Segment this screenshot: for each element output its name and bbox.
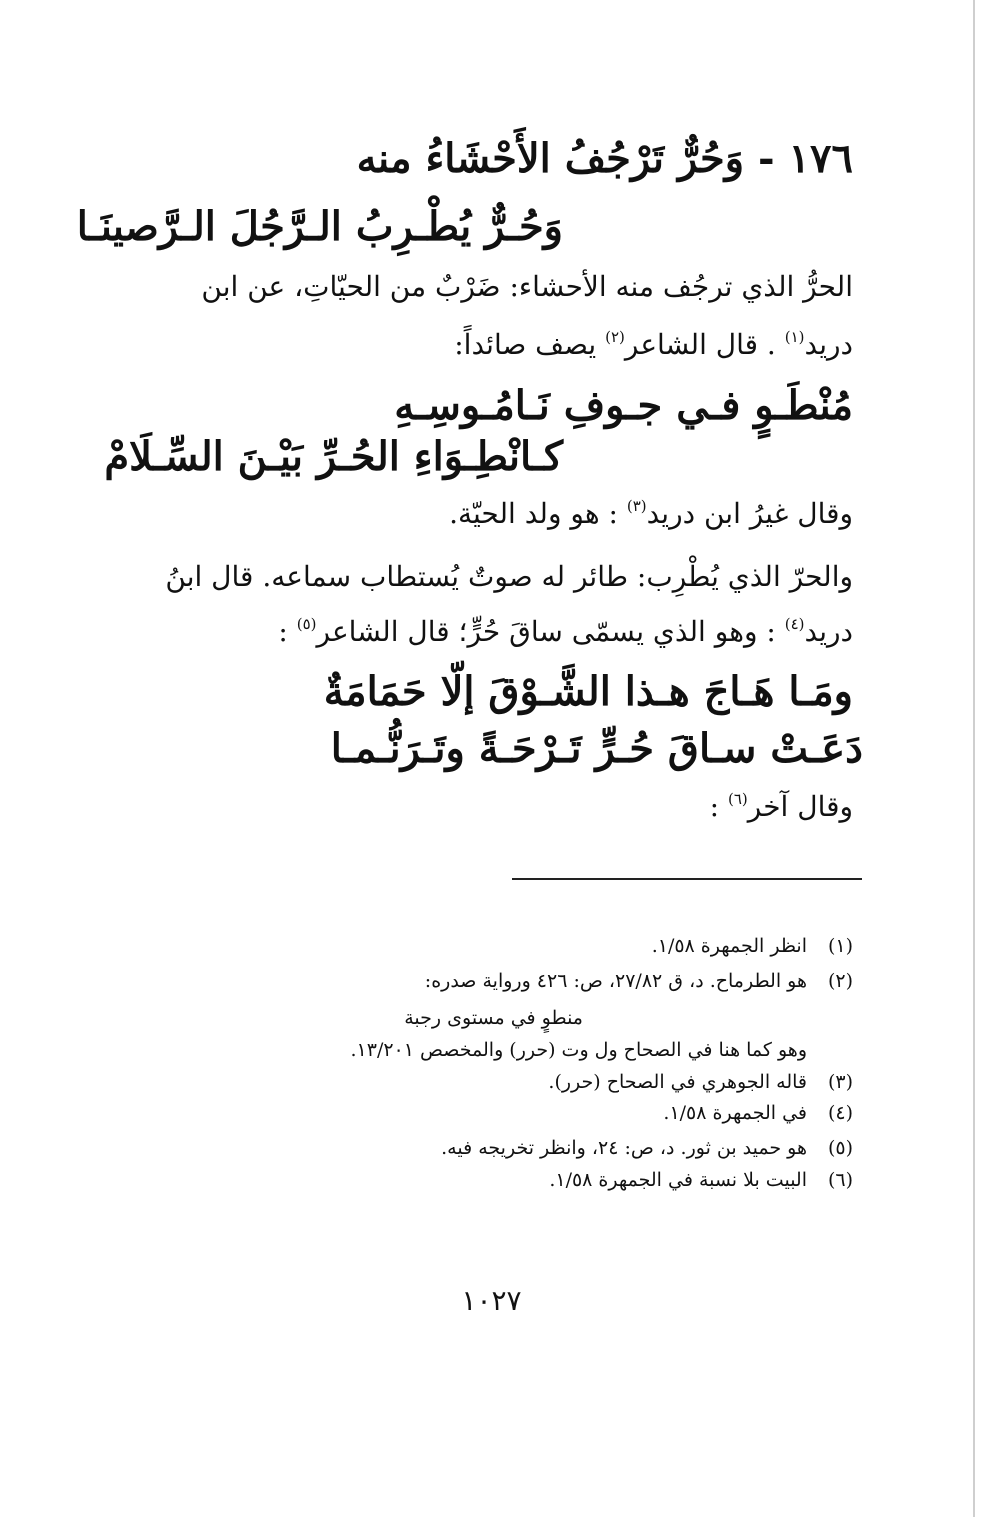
prose-text: : هو ولد الحيّة. xyxy=(449,497,627,530)
footnote-number: (٥) xyxy=(827,1137,853,1159)
footnote xyxy=(153,1137,853,1159)
footnote-ref: (٣) xyxy=(626,497,647,515)
footnote-number: (٤) xyxy=(827,1102,853,1124)
footnote-continuation xyxy=(107,1039,853,1061)
prose-text: : وهو الذي يسمّى ساقَ حُرٍّ؛ قال الشاعر xyxy=(316,615,785,648)
prose-line: الحرُّ الذي ترجُف منه الأحشاء: ضَرْبٌ من الحيّاتِ، عن ابن xyxy=(201,270,853,303)
footnote-divider xyxy=(512,878,862,880)
footnote-continuation xyxy=(183,1007,583,1029)
footnote xyxy=(153,1169,853,1191)
verse-line: مُنْطَـوٍ فـي جـوفِ نَـامُـوسِـهِ xyxy=(394,382,853,429)
footnote xyxy=(153,970,853,992)
prose-text: وقال غيرُ ابن دريد xyxy=(646,497,853,530)
prose-text: وقال آخر xyxy=(747,790,853,823)
prose-line xyxy=(133,497,853,530)
prose-text: دريد xyxy=(804,615,853,648)
footnote-number: (٦) xyxy=(827,1169,853,1191)
footnote-number: (٣) xyxy=(827,1071,853,1093)
footnote-number: (٢) xyxy=(827,970,853,992)
footnote-text: منطوٍ في مستوى رجبة xyxy=(404,1007,583,1029)
prose-line: والحرّ الذي يُطْرِب: طائر له صوتٌ يُستطاب سماعه. قال ابنُ xyxy=(165,560,853,593)
prose-line xyxy=(133,328,853,361)
verse-line: ومَـا هَـاجَ هـذا الشَّـوْقَ إلّا حَمَامَةٌ xyxy=(323,668,853,715)
prose-text: : xyxy=(709,790,728,823)
footnote-ref: (٥) xyxy=(296,615,317,633)
footnote-text: انظر الجمهرة ١/٥٨. xyxy=(651,935,807,957)
entry-heading: ١٧٦ - وَحُرٌّ تَرْجُفُ الأَحْشَاءُ منه xyxy=(356,135,853,182)
footnote-text: البيت بلا نسبة في الجمهرة ١/٥٨. xyxy=(549,1169,807,1191)
footnote xyxy=(153,1071,853,1093)
footnote-text: في الجمهرة ١/٥٨. xyxy=(663,1102,807,1124)
prose-line xyxy=(133,790,853,823)
footnote-ref: (١) xyxy=(784,328,805,346)
footnote-text: قاله الجوهري في الصحاح (حرر). xyxy=(548,1071,807,1093)
footnote xyxy=(153,1102,853,1124)
footnote-text: وهو كما هنا في الصحاح ول وت (حرر) والمخصص ١٣/٢٠١. xyxy=(350,1039,807,1061)
verse-line: وَحُـرٌّ يُطْـرِبُ الـرَّجُلَ الـرَّصينَـا xyxy=(76,203,563,250)
prose-text: يصف صائداً: xyxy=(454,328,606,361)
page-number: ١٠٢٧ xyxy=(461,1284,522,1317)
footnote xyxy=(153,935,853,957)
prose-line xyxy=(133,615,853,648)
verse-line: دَعَـتْ سـاقَ حُـرٍّ تَـرْحَـةً وتَـرَنُّـمـا xyxy=(330,725,863,772)
footnote-text: هو الطرماح. د، ق ٢٧/٨٢، ص: ٤٢٦ ورواية صدره: xyxy=(424,970,807,992)
footnote-text: هو حميد بن ثور. د، ص: ٢٤، وانظر تخريجه فيه. xyxy=(441,1137,807,1159)
verse-line: كـانْطِـوَاءِ الحُـرِّ بَيْـنَ السِّـلَامْ xyxy=(104,433,563,480)
footnote-ref: (٤) xyxy=(784,615,805,633)
prose-text: : xyxy=(278,615,297,648)
footnote-number: (١) xyxy=(827,935,853,957)
footnote-ref: (٦) xyxy=(728,790,748,808)
footnote-ref: (٢) xyxy=(605,328,625,346)
prose-text: . قال الشاعر xyxy=(624,328,785,361)
prose-text: دريد xyxy=(804,328,853,361)
